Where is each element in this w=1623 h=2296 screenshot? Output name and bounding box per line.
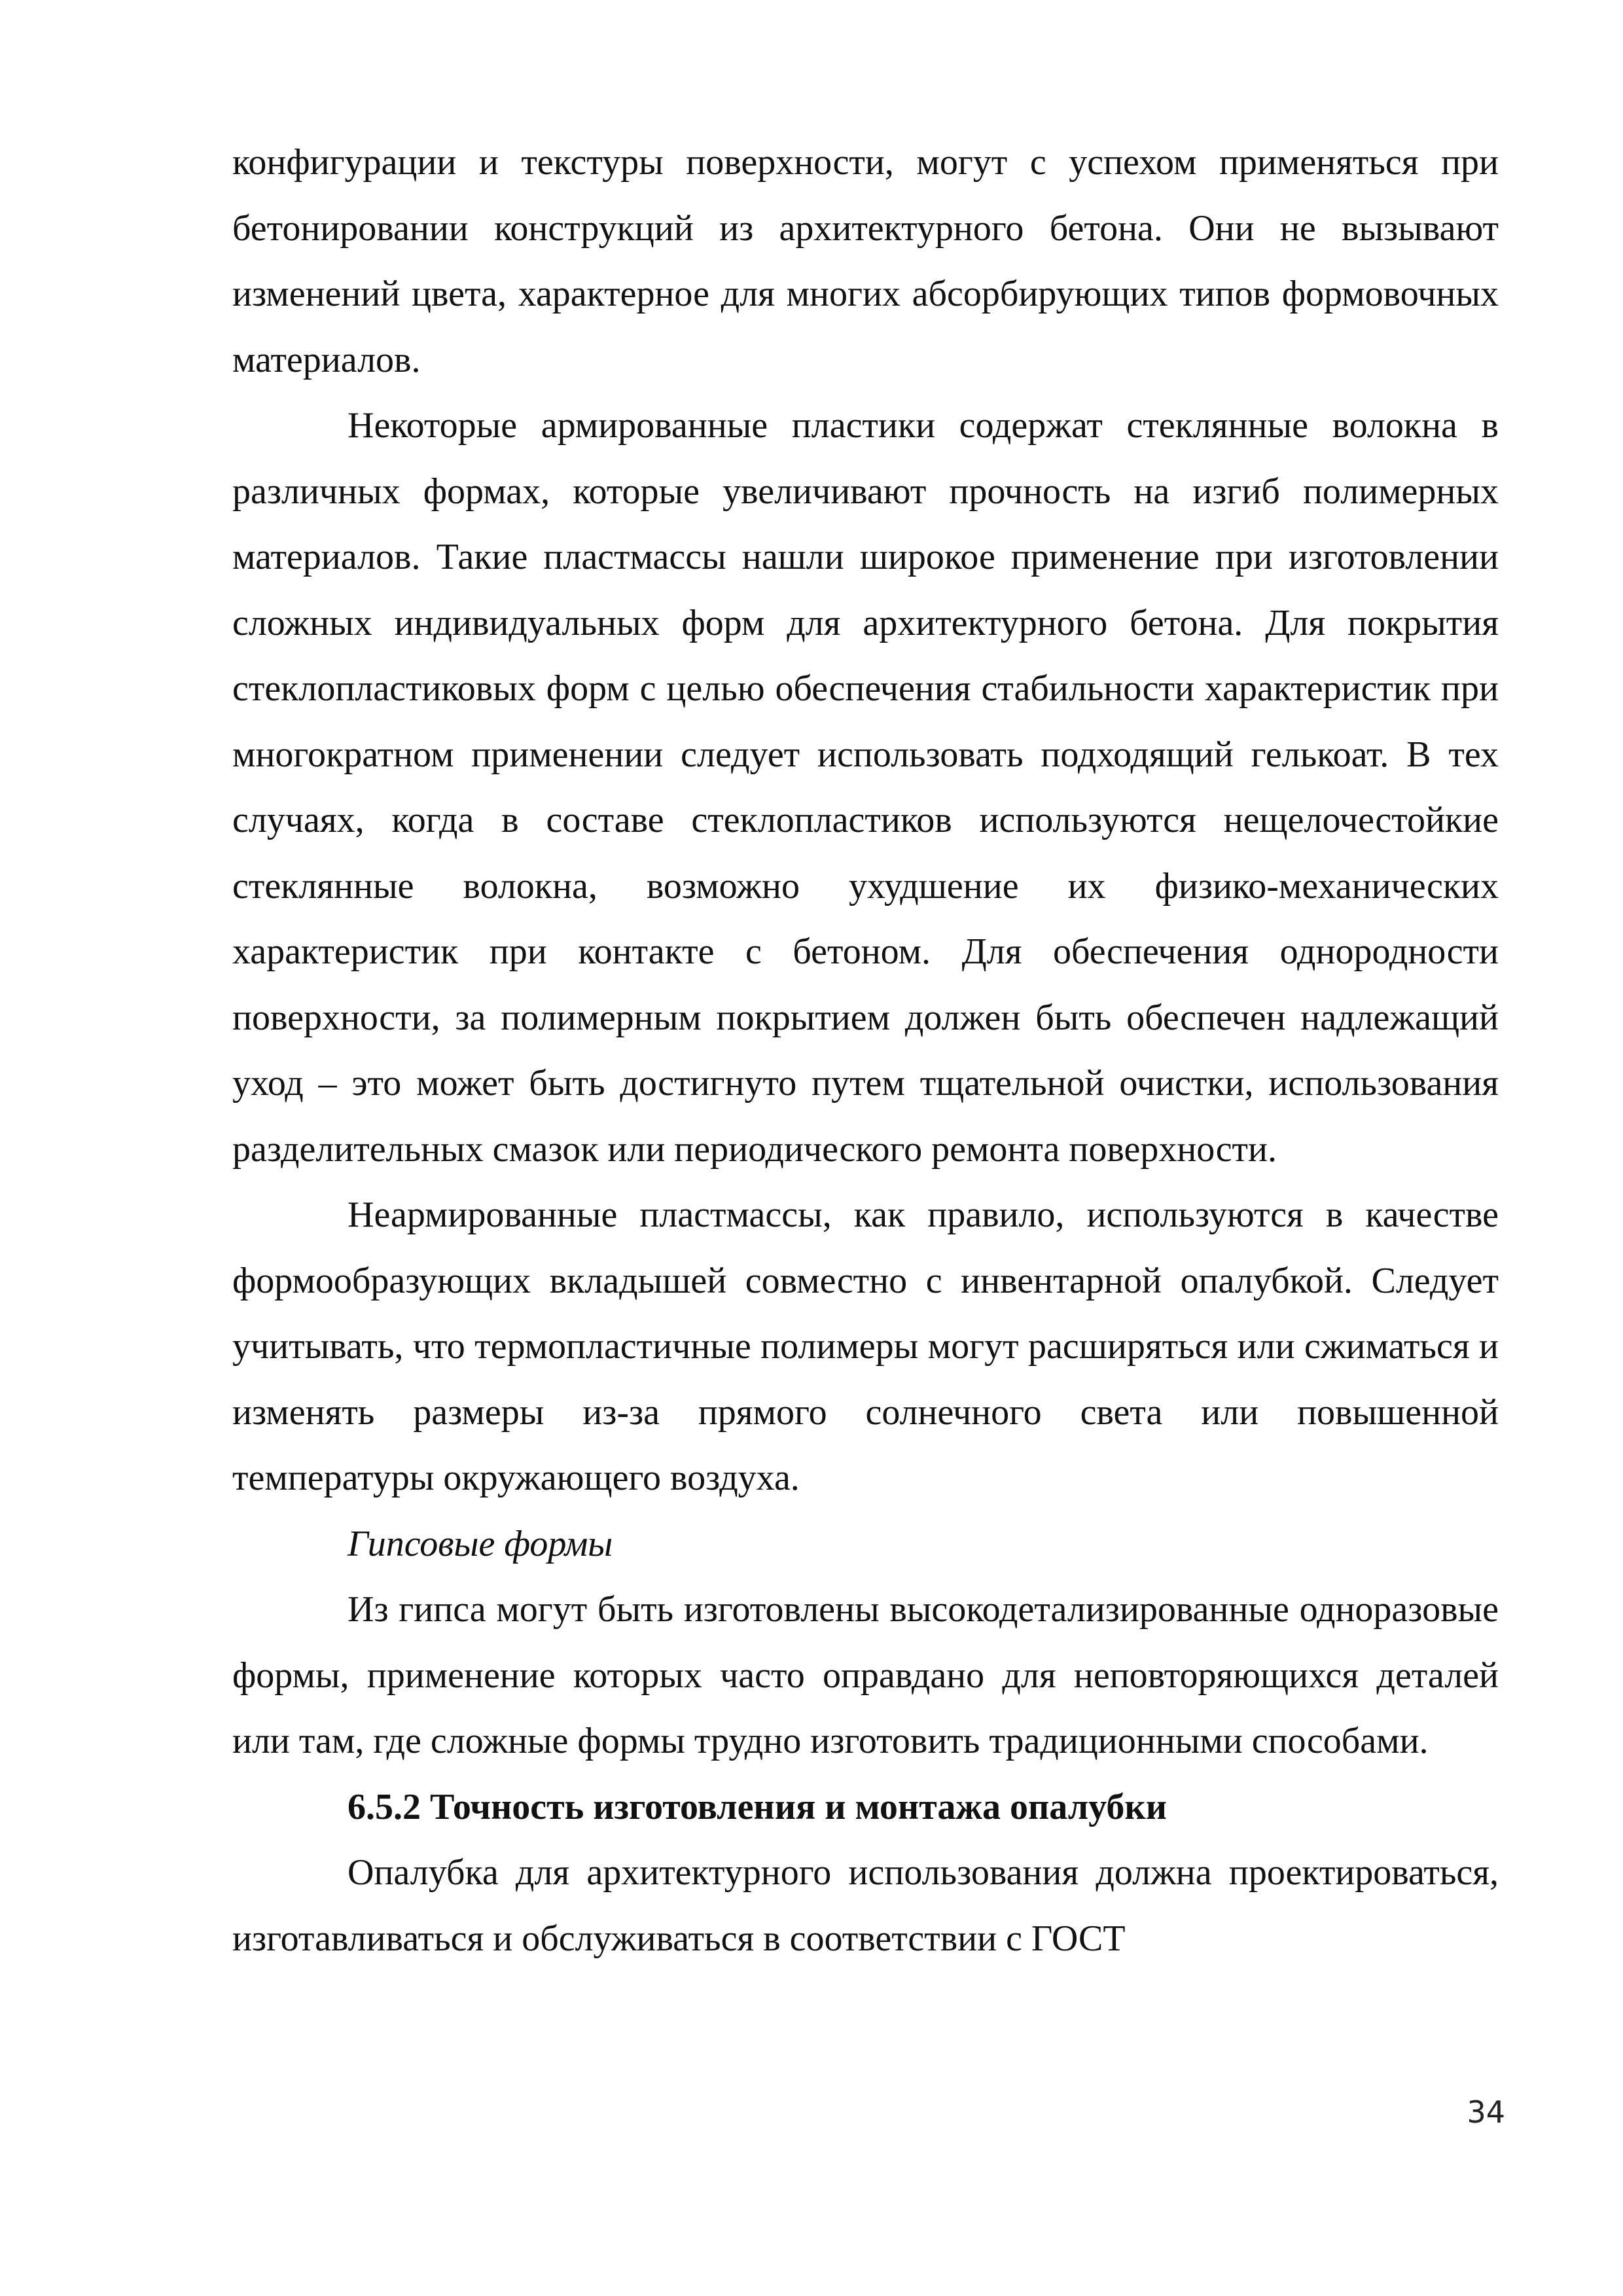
paragraph-unreinforced-plastics: Неармированные пластмассы, как правило, используются в качестве формообразующих вкладышей совместно с инвентарной опалубкой. Следует учитывать, что термопластичные полимеры могут расширяться или сжиматься и изменять размеры из-за прямого солнечного света или повышенной температуры окружающего воздуха. (232, 1194, 1499, 1498)
paragraph-gypsum: Из гипса могут быть изготовлены высокодетализированные одноразовые формы, применение которых часто оправдано для неповторяющихся деталей или там, где сложные формы трудно изготовить традиционными способами. (232, 1589, 1499, 1761)
paragraph-formwork: Опалубка для архитектурного использования должна проектироваться, изготавливаться и обслуживаться в соответствии с ГОСТ (232, 1852, 1499, 1959)
section-heading: 6.5.2 Точность изготовления и монтажа опалубки (348, 1786, 1167, 1827)
paragraph-reinforced-plastics: Некоторые армированные пластики содержат стеклянные волокна в различных формах, которые увеличивают прочность на изгиб полимерных материалов. Такие пластмассы нашли широкое применение при изготовлении сложных индивидуальных форм для архитектурного бетона. Для покрытия стеклопластиковых форм с целью обеспечения стабильности характеристик при многократном применении следует использовать подходящий гелькоат. В тех случаях, когда в составе стеклопластиков используются нещелочестойкие стеклянные волокна, возможно ухудшение их физико-механических характеристик при контакте с бетоном. Для обеспечения однородности поверхности, за полимерным покрытием должен быть обеспечен надлежащий уход – это может быть достигнуто путем тщательной очистки, использования разделительных смазок или периодического ремонта поверхности. (232, 405, 1499, 1170)
page-number: 34 (1467, 2094, 1505, 2130)
paragraph-continuation: конфигурации и текстуры поверхности, могут с успехом применяться при бетонировании конструкций из архитектурного бетона. Они не вызывают изменений цвета, характерное для многих абсорбирующих типов формовочных материалов. (232, 142, 1499, 380)
subtitle-gypsum-forms: Гипсовые формы (348, 1523, 613, 1564)
document-body (232, 130, 1499, 1971)
